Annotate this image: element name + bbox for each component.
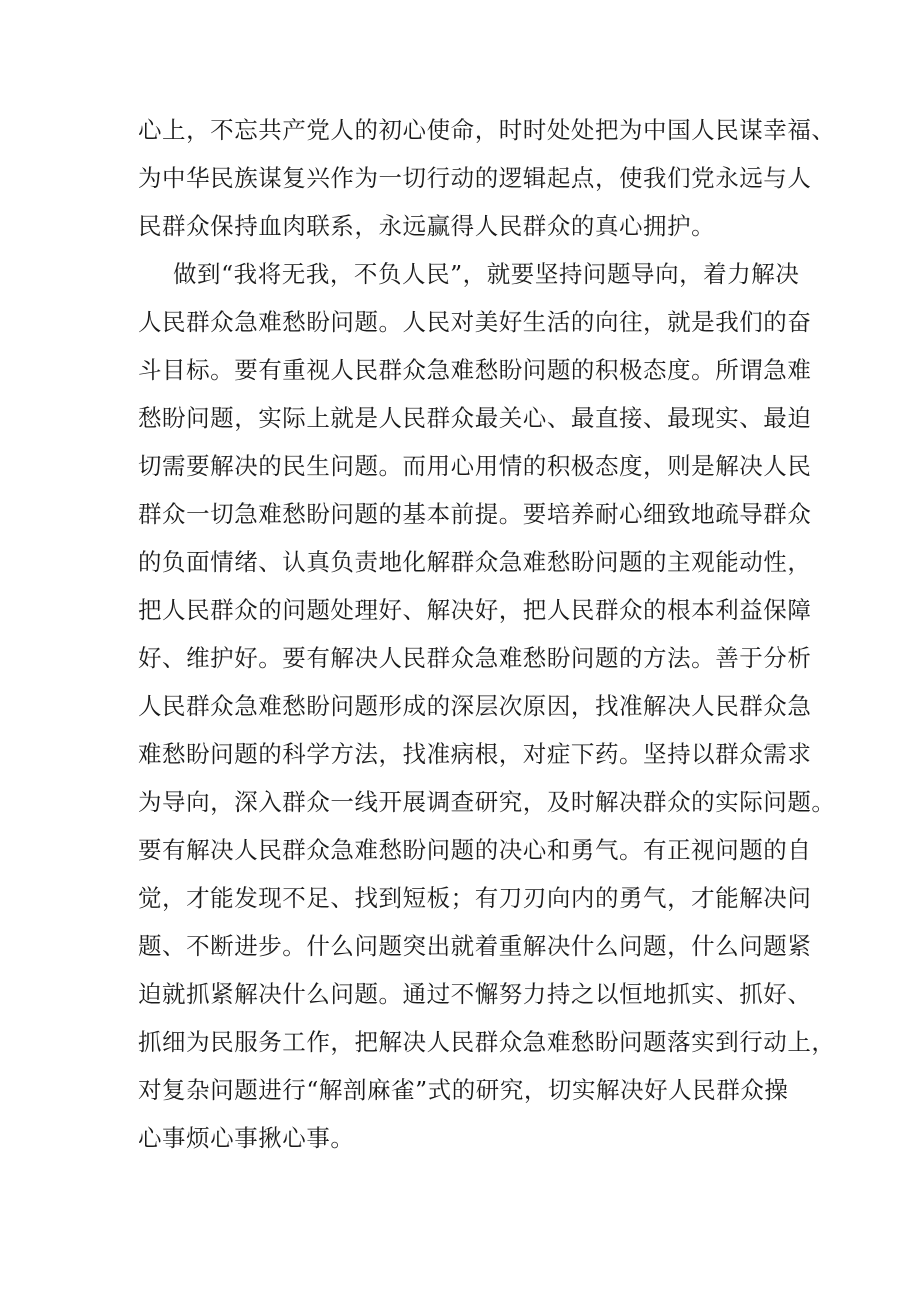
text-line: 迫就抓紧解决什么问题。通过不懈努力持之以恒地抓实、抓好、 — [138, 980, 812, 1008]
text-line: 心事烦心事揪心事。 — [138, 1124, 355, 1152]
text-line: 难愁盼问题的科学方法，找准病根，对症下药。坚持以群众需求 — [138, 740, 812, 768]
text-line: 愁盼问题，实际上就是人民群众最关心、最直接、最现实、最迫 — [138, 404, 812, 432]
text-line: 为导向，深入群众一线开展调查研究，及时解决群众的实际问题。 — [138, 788, 836, 816]
text-line: 的负面情绪、认真负责地化解群众急难愁盼问题的主观能动性， — [138, 548, 812, 576]
text-line: 民群众保持血肉联系，永远赢得人民群众的真心拥护。 — [138, 212, 716, 240]
text-line: 抓细为民服务工作，把解决人民群众急难愁盼问题落实到行动上， — [138, 1028, 836, 1056]
text-line: 好、维护好。要有解决人民群众急难愁盼问题的方法。善于分析 — [138, 644, 812, 672]
text-line: 题、不断进步。什么问题突出就着重解决什么问题，什么问题紧 — [138, 932, 812, 960]
text-line: 斗目标。要有重视人民群众急难愁盼问题的积极态度。所谓急难 — [138, 356, 812, 384]
text-line: 人民群众急难愁盼问题。人民对美好生活的向往，就是我们的奋 — [138, 308, 812, 336]
paragraph-first-line: 做到“我将无我，不负人民”，就要坚持问题导向，着力解决 — [173, 260, 800, 288]
text-line: 切需要解决的民生问题。而用心用情的积极态度，则是解决人民 — [138, 452, 812, 480]
text-line: 对复杂问题进行“解剖麻雀”式的研究，切实解决好人民群众操 — [138, 1076, 789, 1104]
text-line: 把人民群众的问题处理好、解决好，把人民群众的根本利益保障 — [138, 596, 812, 624]
text-line: 心上，不忘共产党人的初心使命，时时处处把为中国人民谋幸福、 — [138, 116, 836, 144]
text-line: 觉，才能发现不足、找到短板；有刀刃向内的勇气，才能解决问 — [138, 884, 812, 912]
text-line: 为中华民族谋复兴作为一切行动的逻辑起点，使我们党永远与人 — [138, 164, 812, 192]
text-line: 群众一切急难愁盼问题的基本前提。要培养耐心细致地疏导群众 — [138, 500, 812, 528]
text-line: 要有解决人民群众急难愁盼问题的决心和勇气。有正视问题的自 — [138, 836, 812, 864]
text-line: 人民群众急难愁盼问题形成的深层次原因，找准解决人民群众急 — [138, 692, 812, 720]
